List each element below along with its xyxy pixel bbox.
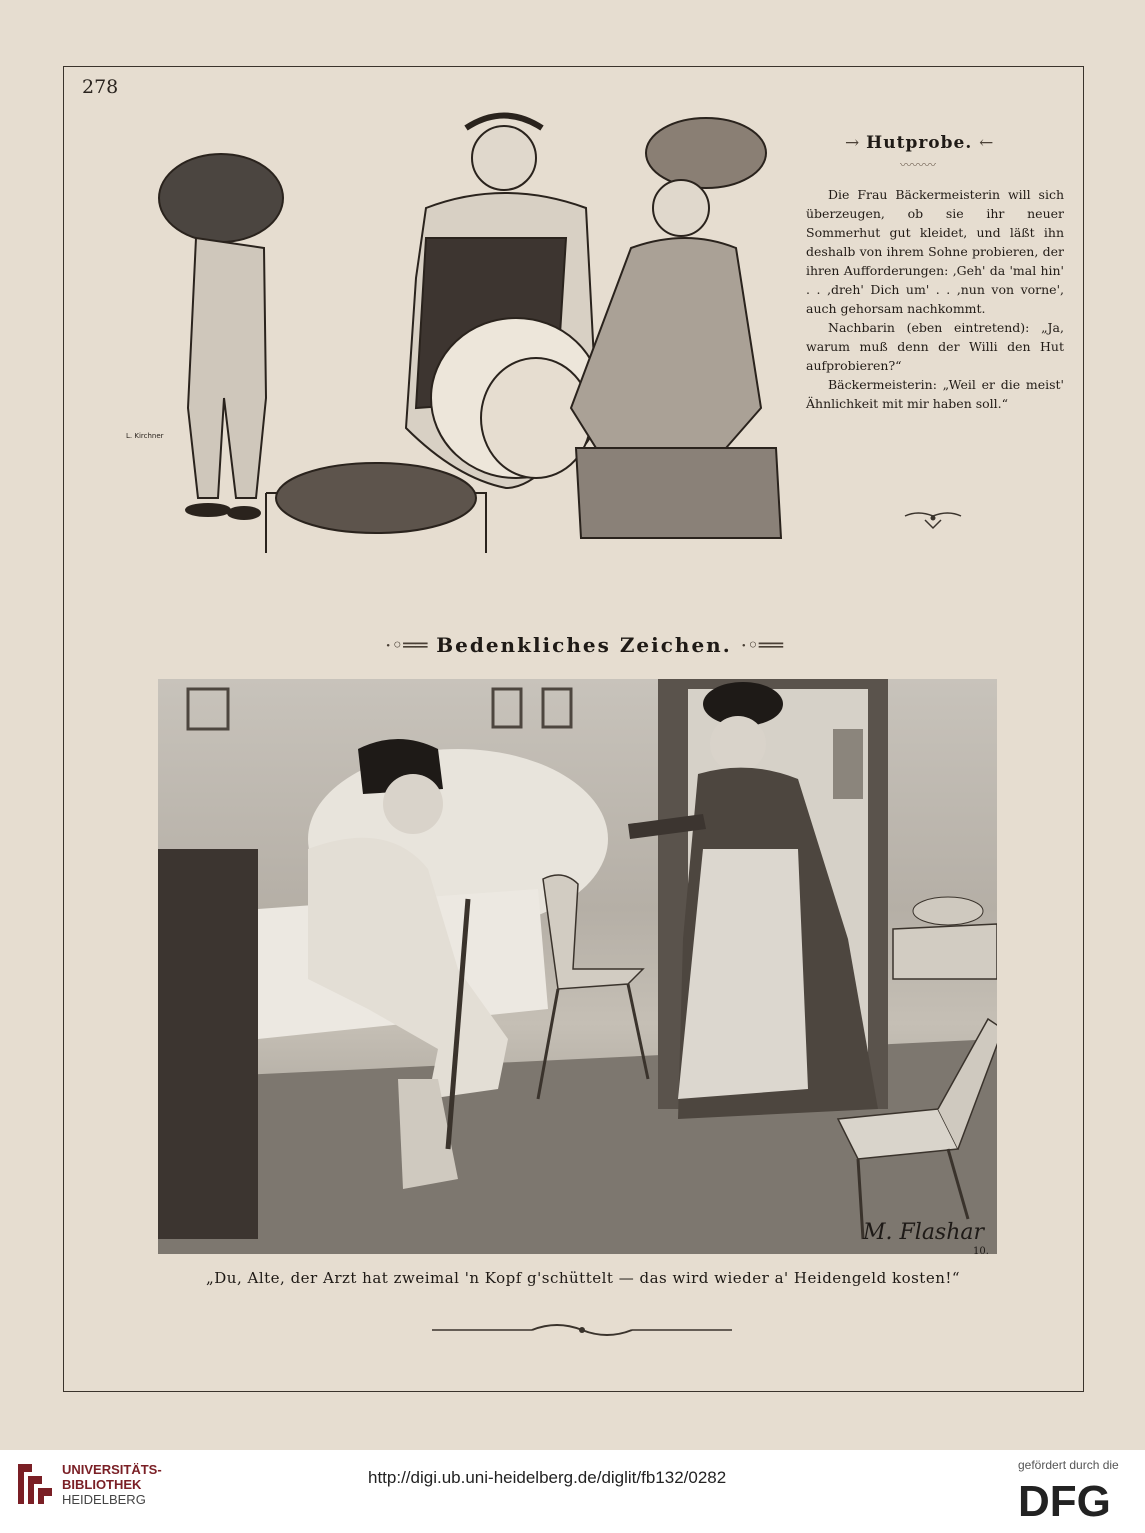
viewer-footer [0,1450,1145,1533]
title-text: Bedenkliches Zeichen. [436,633,732,657]
story-paragraph: Nachbarin (eben eintretend): „Ja, warum muß denn der Willi den Hut aufprobieren?“ [806,320,1064,373]
funding-note: gefördert durch die [1018,1458,1119,1472]
title-text: Hutprobe. [866,133,973,153]
story-text [806,185,1064,413]
story-paragraph: Die Frau Bäckermeisterin will sich überzeugen, ob sie ihr neuer Sommerhut gut kleidet, und läßt ihn deshalb von ihrem Sohne probieren, der ihren Aufforderungen: ‚Geh' da 'mal hin' . . ‚dreh' Dich um' . . ‚nun von vorne', auch gehorsam nachkommt. [806,187,1064,316]
artist-signature-bottom: M. Flashar [863,1220,985,1245]
sickroom-illustration [158,679,997,1254]
article-title-bedenkliches-zeichen [385,633,783,657]
library-city: HEIDELBERG [62,1492,146,1507]
page-number: 278 [82,76,119,98]
illustration-caption: „Du, Alte, der Arzt hat zweimal 'n Kopf g'schüttelt — das wird wieder a' Heidengeld kosten!“ [206,1269,961,1287]
permalink-url[interactable]: http://digi.ub.uni-heidelberg.de/diglit/fb132/0282 [368,1468,727,1487]
library-logo-icon[interactable] [14,1460,54,1508]
dfg-logo-icon[interactable] [1018,1476,1130,1522]
artist-year: 10. [973,1246,989,1254]
dfg-logo-text: DFG [1018,1477,1111,1522]
ornament-vignette [903,508,963,532]
title-underline-ornament: 〰〰〰 [900,158,937,172]
title-rule-right: ← [979,133,994,153]
title-rule-left: → [845,133,860,153]
hat-fitting-illustration [126,98,786,588]
title-rule-right: ·◦══ [740,633,783,657]
title-rule-left: ·◦══ [385,633,428,657]
library-name[interactable] [62,1462,162,1507]
ornament-rule [432,1320,732,1340]
library-line1: UNIVERSITÄTS- [62,1462,162,1477]
library-line2: BIBLIOTHEK [62,1477,142,1492]
story-paragraph: Bäckermeisterin: „Weil er die meist' Ähnlichkeit mit mir haben soll.“ [806,377,1064,411]
artist-signature-top: L. Kirchner [126,432,164,440]
article-title-hutprobe [845,133,993,153]
